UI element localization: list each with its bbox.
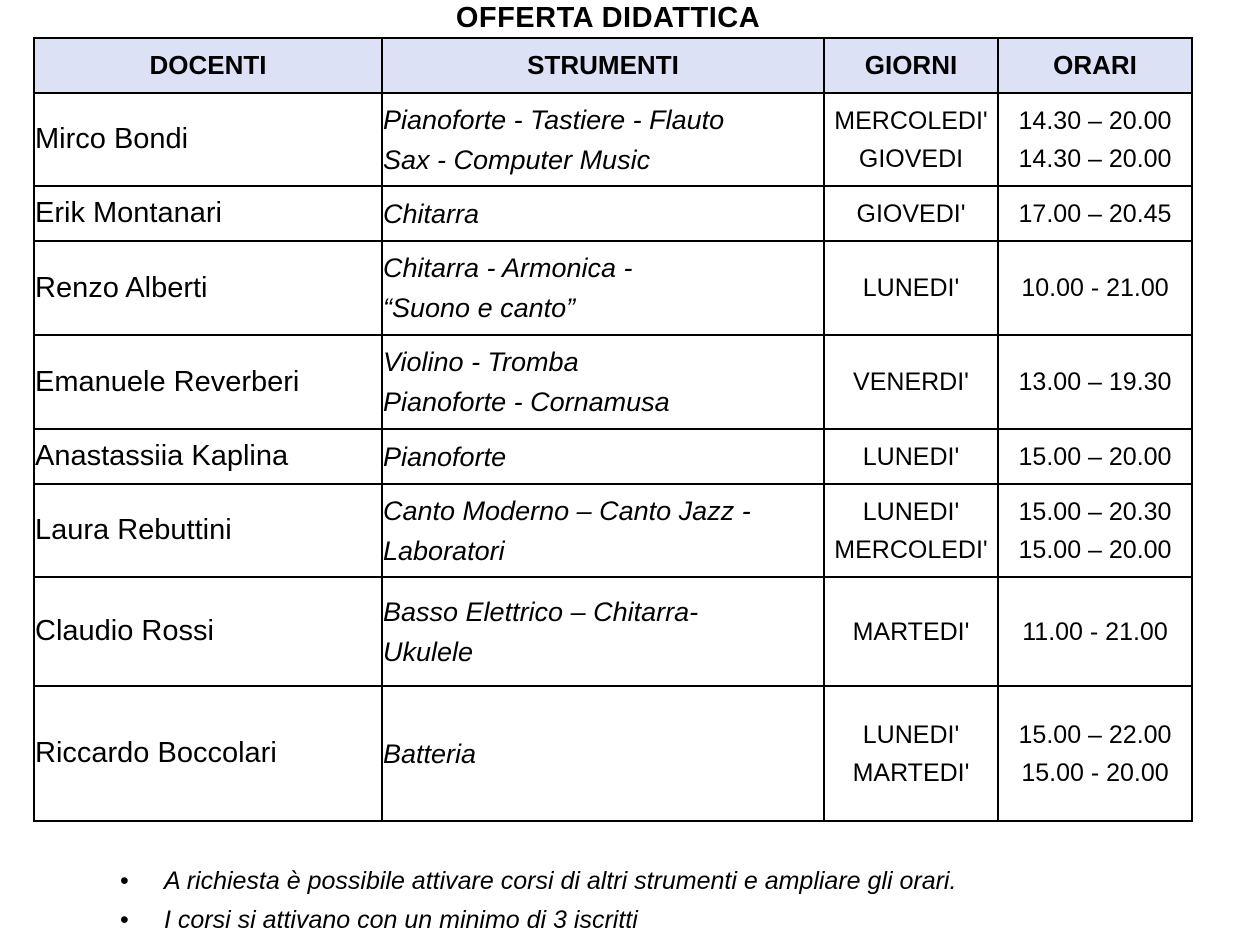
cell-giorni: [824, 429, 998, 484]
table-row: [34, 484, 1192, 577]
cell-strumenti: [382, 429, 824, 484]
cell-strumenti: [382, 186, 824, 241]
cell-strumenti-line: “Suono e canto”: [383, 293, 576, 323]
cell-giorni-line: VENERDI': [853, 368, 969, 396]
table-row: [34, 93, 1192, 186]
cell-orari-line: 15.00 – 20.30: [1018, 497, 1172, 526]
cell-orari-line: 14.30 – 20.00: [1018, 144, 1172, 173]
cell-docente: Emanuele Reverberi: [34, 335, 382, 429]
cell-orari-line: 15.00 – 20.00: [1018, 442, 1172, 471]
cell-strumenti-line: Chitarra - Armonica -: [383, 253, 633, 283]
cell-strumenti: [382, 484, 824, 577]
cell-giorni: [824, 241, 998, 335]
cell-orari: [998, 335, 1192, 429]
table-row: [34, 241, 1192, 335]
note-text: I corsi si attivano con un minimo di 3 iscritti: [164, 906, 638, 934]
note-text: A richiesta è possibile attivare corsi di altri strumenti e ampliare gli orari.: [164, 867, 957, 895]
table-row: [34, 186, 1192, 241]
cell-strumenti-line: Chitarra: [383, 198, 480, 229]
cell-giorni-line: GIOVEDI': [856, 199, 966, 228]
cell-orari: [998, 577, 1192, 686]
cell-strumenti-line: Basso Elettrico – Chitarra-: [383, 596, 699, 627]
cell-orari: [998, 186, 1192, 241]
cell-orari-line: 17.00 – 20.45: [1018, 199, 1172, 228]
cell-orari-line: 15.00 - 20.00: [1021, 758, 1169, 787]
cell-strumenti-line: Violino - Tromba: [383, 347, 579, 377]
notes-list: [120, 862, 956, 940]
schedule-table: [33, 37, 1193, 822]
cell-giorni: [824, 577, 998, 686]
cell-orari-line: 10.00 - 21.00: [1021, 274, 1169, 302]
cell-strumenti-line: Ukulele: [383, 636, 474, 667]
header-orari: ORARI: [998, 38, 1192, 93]
cell-giorni-line: LUNEDI': [862, 442, 960, 471]
cell-giorni-line: MARTEDI': [852, 617, 970, 646]
cell-docente: Mirco Bondi: [34, 93, 382, 186]
cell-orari: [998, 484, 1192, 577]
page-title: OFFERTA DIDATTICA: [455, 2, 761, 34]
cell-orari-line: 11.00 - 21.00: [1022, 617, 1168, 646]
cell-docente: Riccardo Boccolari: [34, 686, 382, 821]
cell-strumenti-line: Sax - Computer Music: [383, 144, 651, 175]
note-item: [120, 862, 956, 901]
cell-orari: [998, 241, 1192, 335]
cell-strumenti: [382, 93, 824, 186]
cell-giorni-line: LUNEDI': [862, 497, 960, 526]
cell-giorni-line: MERCOLEDI': [834, 535, 988, 564]
cell-giorni: [824, 335, 998, 429]
cell-orari-line: 15.00 – 20.00: [1018, 535, 1172, 564]
cell-giorni-line: MARTEDI': [852, 758, 970, 787]
bullet-icon: •: [120, 867, 129, 895]
cell-docente: Renzo Alberti: [34, 241, 382, 335]
cell-giorni-line: MERCOLEDI': [834, 106, 988, 135]
cell-giorni: [824, 186, 998, 241]
cell-docente: Claudio Rossi: [34, 577, 382, 686]
note-item: [120, 901, 956, 940]
cell-giorni: [824, 484, 998, 577]
table-row: [34, 335, 1192, 429]
cell-strumenti-line: Canto Moderno – Canto Jazz -: [383, 495, 751, 526]
cell-strumenti: [382, 686, 824, 821]
cell-strumenti: [382, 335, 824, 429]
cell-docente: Laura Rebuttini: [34, 484, 382, 577]
cell-giorni-line: LUNEDI': [862, 274, 960, 302]
cell-strumenti: [382, 241, 824, 335]
cell-strumenti: [382, 577, 824, 686]
cell-docente: Anastassiia Kaplina: [34, 429, 382, 484]
cell-orari: [998, 686, 1192, 821]
table-row: [34, 577, 1192, 686]
cell-giorni: [824, 686, 998, 821]
cell-giorni: [824, 93, 998, 186]
table-header-row: [34, 38, 1192, 93]
cell-orari: [998, 429, 1192, 484]
cell-orari: [998, 93, 1192, 186]
cell-orari-line: 13.00 – 19.30: [1018, 368, 1172, 396]
header-giorni: GIORNI: [824, 38, 998, 93]
cell-orari-line: 14.30 – 20.00: [1018, 106, 1172, 135]
table-row: [34, 429, 1192, 484]
cell-strumenti-line: Batteria: [383, 738, 477, 769]
cell-giorni-line: LUNEDI': [862, 720, 960, 749]
cell-giorni-line: GIOVEDI: [858, 144, 964, 173]
cell-strumenti-line: Pianoforte - Cornamusa: [383, 387, 670, 417]
header-strumenti: STRUMENTI: [382, 38, 824, 93]
cell-strumenti-line: Pianoforte: [383, 441, 507, 472]
table-row: [34, 686, 1192, 821]
cell-strumenti-line: Laboratori: [383, 535, 505, 566]
header-docenti: DOCENTI: [34, 38, 382, 93]
cell-strumenti-line: Pianoforte - Tastiere - Flauto: [383, 104, 725, 135]
bullet-icon: •: [120, 906, 129, 934]
cell-orari-line: 15.00 – 22.00: [1018, 720, 1172, 749]
cell-docente: Erik Montanari: [34, 186, 382, 241]
